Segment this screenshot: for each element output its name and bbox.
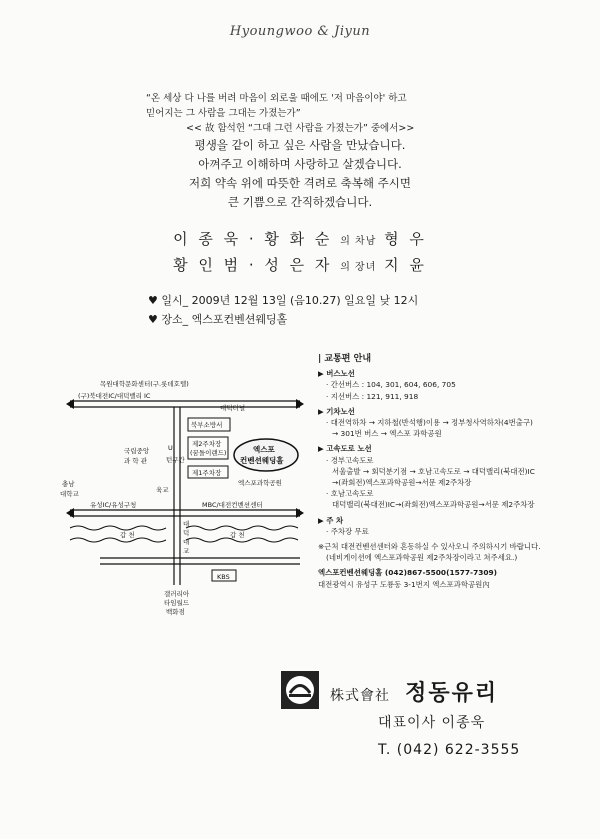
parking-line-1: · 주차장 무료 [326,526,369,536]
message-line-4: 큰 기쁨으로 간직하겠습니다. [227,195,373,209]
map-river-left [70,526,166,530]
bride-parents: 황 인 범 · 성 은 자 [173,256,333,274]
bride-name: 지 윤 [384,256,427,274]
couple-script-title: Hyoungwoo & Jiyun [229,24,371,39]
map-label-galleria-3: 백화점 [166,608,185,616]
map-label-galleria-1: 갤러리아 [164,590,190,598]
bride-relation: 의 장녀 [340,262,377,273]
company-phone: T. (042) 622-3555 [378,742,521,758]
map-label-venue-1: 엑스포 [253,445,275,454]
company-hanja: 株式會社 [330,688,390,704]
train-line-2: → 301번 버스 → 엑스포 과학공원 [332,429,442,439]
map-label-gapcheon-left: 갑 천 [120,531,135,539]
event-place: ♥ 장소_ 엑스포컨벤션웨딩홀 [148,313,288,326]
company-name-line [330,676,498,707]
map-label-daedeok-ic: (구)북대전IC/대덕밸리 IC [78,392,151,400]
highway-line-2: 서울출발 → 회덕분기점 → 호남고속도로 → 대덕밸리(북대전)IC [332,466,535,476]
quote-line-2: 믿어지는 그 사람을 그대는 가졌는가” [146,108,301,119]
parking-heading: ▶ 주 차 [318,515,344,525]
map-label-chungnam-2: 대학교 [60,490,79,498]
transport-note-1: ※근처 대전컨벤션센터와 혼동하실 수 있사오니 주의하시기 바랍니다. [318,542,541,552]
bride-family-line [0,254,600,275]
bus-line-1: · 간선버스 : 104, 301, 604, 606, 705 [326,380,456,390]
map-label-mbc: MBC/대전컨벤션센터 [202,501,263,509]
groom-relation: 의 차남 [340,236,377,247]
highway-line-5: 대덕밸리(북대전)IC→(좌회전)엑스포과학공원→서문 제2주차장 [332,500,535,510]
message-line-2: 아껴주고 이해하며 사랑하고 살겠습니다. [198,157,402,171]
invitation-message [0,136,600,212]
highway-line-3: →(좌회전)엑스포과학공원→서문 제2주차장 [332,478,472,488]
bus-heading: ▶ 버스노선 [318,369,355,379]
transport-title: | 교통편 안내 [318,354,372,364]
map-label-uturn-u: U [168,444,173,452]
quote-line-1: “온 세상 다 나를 버려 마음이 외로울 때에도 '저 마음이야' 하고 [146,93,407,104]
map-label-parking2-sub: (꿈돌이랜드) [190,449,227,457]
map-label-gapcheon-right: 갑 천 [230,531,245,539]
map-label-science-park: 엑스포과학공원 [238,479,282,487]
map-label-bridge-4: 교 [183,547,190,555]
map-label-venue-2: 컨벤션웨딩홀 [240,456,284,465]
highway-heading: ▶ 고속도로 노선 [318,444,372,454]
map-label-parking1: 제1주차장 [192,469,222,477]
groom-parents: 이 종 욱 · 황 화 순 [173,230,333,248]
map-label-yuseong: 유성IC/유성구청 [90,501,137,509]
message-line-3: 저희 약속 위에 따뜻한 격려로 축복해 주시면 [189,176,411,190]
event-date: ♥ 일시_ 2009년 12월 13일 (음10.27) 일요일 낮 12시 [148,294,419,307]
map-label-uturn: 턴구간 [166,456,185,464]
transport-note-2: (네비게이션에 엑스포과학공원 제2주차장이라고 쳐주세요.) [326,553,518,563]
highway-line-1: · 경부고속도로 [326,455,374,465]
map-label-kbs: KBS [217,573,230,581]
groom-name: 형 우 [384,230,427,248]
map-label-mokwon: 목원대학문화센터(구.롯데호텔) [100,380,189,388]
train-line-1: · 대전역하차 → 지하철(반석행)이용 → 정부청사역하차(4번출구) [326,418,533,428]
map-label-chungnam-1: 충남 [62,480,75,488]
highway-line-4: · 호남고속도로 [326,489,374,499]
map-label-bridge-2: 덕 [183,529,190,537]
map-label-bridge-3: 대 [183,538,190,546]
transport-guide [318,354,588,590]
map-river-right [186,526,298,530]
venue-phone: 엑스포컨벤션웨딩홀 (042)867-5500(1577-7309) [318,568,498,578]
location-map [60,380,310,620]
map-label-bukbu: 북부소방서 [191,421,223,429]
map-label-daedeok-tunnel: 대덕터널 [220,404,246,412]
groom-family-line [0,228,600,249]
bus-line-2: · 지선버스 : 121, 911, 918 [326,391,419,401]
train-heading: ▶ 기차노선 [318,406,355,416]
map-label-museum-1: 국립중앙 [124,447,150,455]
company-logo-icon [280,670,320,710]
map-venue-marker [234,439,298,471]
company-name: 정동유리 [405,681,499,706]
company-representative: 대표이사 이종욱 [378,715,486,731]
map-label-yukgyo: 육교 [156,486,169,494]
map-label-museum-2: 과 학 관 [124,457,147,465]
map-label-bridge-1: 대 [183,520,190,528]
message-line-1: 평생을 같이 하고 싶은 사람을 만났습니다. [194,138,406,152]
venue-address: 대전광역시 유성구 도룡동 3-1번지 엑스포과학공원內 [318,579,490,589]
map-label-parking2: 제2주차장 [192,440,222,448]
quote-source: << 故 함석헌 “그대 그런 사람을 가졌는가” 중에서>> [186,123,415,134]
map-label-galleria-2: 타임월드 [164,599,190,607]
